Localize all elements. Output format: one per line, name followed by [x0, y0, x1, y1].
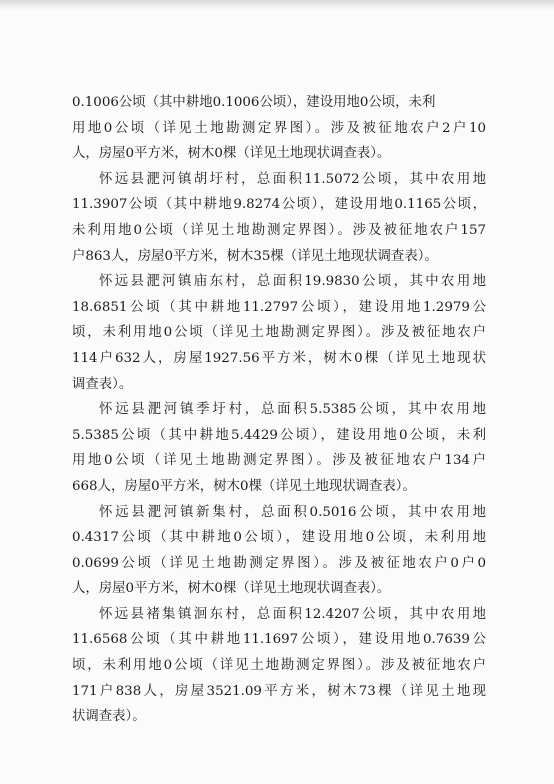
text-line: 171户838人，房屋3521.09平方米，树木73棵（详见土地现: [72, 683, 486, 699]
text-line: 人，房屋0平方米，树木0棵（详见土地现状调查表）。: [72, 146, 391, 162]
text-line: 未利用地0公顷（详见土地勘测定界图）。涉及被征地农户157: [72, 222, 486, 238]
text-line: 状调查表）。: [72, 709, 146, 725]
paragraph-start-line: 怀远县淝河镇季圩村，总面积5.5385公顷，其中农用地: [99, 402, 486, 418]
text-line: 0.0699公顷（详见土地勘测定界图）。涉及被征地农户0户0: [72, 555, 486, 571]
paragraph-start-line: 怀远县淝河镇庙东村，总面积19.9830公顷，其中农用地: [99, 274, 486, 290]
text-line: 用地0公顷（详见土地勘测定界图）。涉及被征地农户2户10: [72, 120, 486, 136]
text-line: 户863人，房屋0平方米，树木35棵（详见土地现状调查表）。: [72, 248, 438, 264]
text-line: 用地0公顷（详见土地勘测定界图）。涉及被征地农户134户: [72, 453, 486, 469]
text-line: 0.4317公顷（其中耕地0公顷），建设用地0公顷，未利用地: [72, 530, 486, 546]
paragraph-start-line: 怀远县褚集镇洄东村，总面积12.4207公顷，其中农用地: [99, 606, 486, 622]
text-line: 11.3907公顷（其中耕地9.8274公顷），建设用地0.1165公顷，: [72, 197, 486, 213]
text-line: 5.5385公顷（其中耕地5.4429公顷），建设用地0公顷，未利: [72, 427, 486, 443]
text-line: 668人，房屋0平方米，树木0棵（详见土地现状调查表）。: [72, 478, 416, 494]
text-line: 18.6851公顷（其中耕地11.2797公顷），建设用地1.2979公: [72, 299, 486, 315]
scan-top-edge: [0, 0, 554, 10]
paragraph-start-line: 怀远县淝河镇胡圩村，总面积11.5072公顷，其中农用地: [99, 171, 486, 187]
text-line: 顷，未利用地0公顷（详见土地勘测定界图）。涉及被征地农户: [72, 325, 486, 341]
text-line: 11.6568公顷（其中耕地11.1697公顷），建设用地0.7639公: [72, 632, 486, 648]
text-line: 调查表）。: [72, 376, 133, 392]
text-line: 114户632人，房屋1927.56平方米，树木0棵（详见土地现状: [72, 350, 486, 366]
text-line: 0.1006公顷（其中耕地0.1006公顷），建设用地0公顷，未利: [72, 95, 436, 110]
text-line: 人，房屋0平方米，树木0棵（详见土地现状调查表）。: [72, 581, 391, 597]
text-line: 顷，未利用地0公顷（详见土地勘测定界图）。涉及被征地农户: [72, 658, 486, 674]
paragraph-start-line: 怀远县淝河镇新集村，总面积0.5016公顷，其中农用地: [99, 504, 486, 520]
document-body-text: [72, 90, 486, 730]
